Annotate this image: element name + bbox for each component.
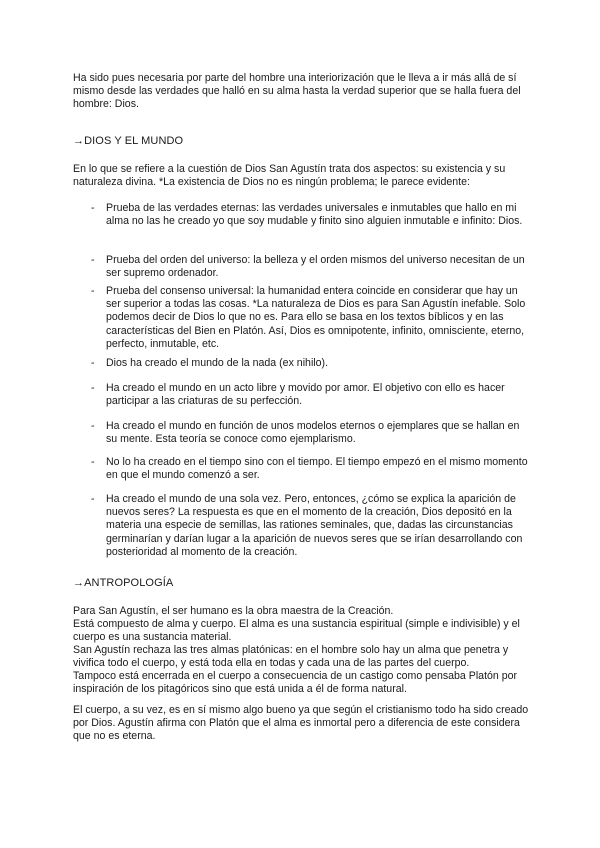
section2-line: San Agustín rechaza las tres almas platónicas: en el hombre solo hay un alma que penetra y vivifica todo el cuerpo, y está toda ella en todas y cada una de las partes del cuerpo. — [73, 644, 509, 670]
list-item-text: Prueba del consenso universal: la humanidad entera coincide en considerar que hay un ser superior a todas las cosas. *La naturaleza de Dios es para San Agustín inefable. Solo podemos decir de Dios lo que no es. Para ello se basa en los textos bíblicos y en las características del Bien en Platón. Así, Dios es omnipotente, infinito, omnisciente, eterno, perfecto, inmutable, etc. — [106, 285, 526, 350]
list-item — [91, 456, 531, 482]
list-item-text: Ha creado el mundo en función de unos modelos eternos o ejemplares que se hallan en su mente. Esta teoría se conoce como ejemplarismo. — [106, 420, 520, 446]
list-item-text: Prueba de las verdades eternas: las verdades universales e inmutables que hallo en mi alma no las he creado yo que soy mudable y finito sino alguien inmutable e infinito: Dios. — [106, 202, 523, 228]
list-item — [91, 382, 531, 408]
list-item — [91, 254, 531, 280]
bullet-marker: - — [91, 202, 95, 214]
bullet-marker: - — [91, 420, 95, 432]
list-item — [91, 420, 531, 446]
bullet-marker: - — [91, 357, 95, 369]
list-item-text: Dios ha creado el mundo de la nada (ex nihilo). — [106, 357, 329, 369]
section-heading-antropologia: →ANTROPOLOGÍA — [73, 577, 174, 589]
bullet-marker: - — [91, 493, 95, 505]
section2-line: Tampoco está encerrada en el cuerpo a consecuencia de un castigo como pensaba Platón por inspiración de los pitagóricos sino que está unida a él de forma natural. — [73, 670, 518, 696]
bullet-marker: - — [91, 382, 95, 394]
list-item-text: Ha creado el mundo de una sola vez. Pero, entonces, ¿cómo se explica la aparición de nuevos seres? La respuesta es que en el momento de la creación, Dios depositó en la materia una especie de semillas, las rationes seminales, que, dadas las circunstancias germinarían y darían lugar a la aparición de nuevos seres que se irían desarrollando con posterioridad al momento de la creación. — [106, 493, 523, 558]
section2-line: Está compuesto de alma y cuerpo. El alma es una sustancia espiritual (simple e indivisible) y el cuerpo es una sustancia material. — [73, 618, 520, 644]
section2-line: Para San Agustín, el ser humano es la obra maestra de la Creación. — [73, 605, 394, 617]
list-item-text: No lo ha creado en el tiempo sino con el tiempo. El tiempo empezó en el mismo momento en que el mundo comenzó a ser. — [106, 456, 528, 482]
list-item-text: Prueba del orden del universo: la belleza y el orden mismos del universo necesitan de un ser supremo ordenador. — [106, 254, 525, 280]
bullet-marker: - — [91, 254, 95, 266]
list-item — [91, 357, 531, 370]
list-item — [91, 493, 531, 559]
section-heading-dios-y-el-mundo: →DIOS Y EL MUNDO — [73, 135, 184, 147]
section2-closing-paragraph: El cuerpo, a su vez, es en sí mismo algo bueno ya que según el cristianismo todo ha sido creado por Dios. Agustín afirma con Platón que el alma es inmortal pero a diferencia de este considera que no es eterna. — [73, 704, 529, 743]
list-item-text: Ha creado el mundo en un acto libre y movido por amor. El objetivo con ello es hacer participar a las criaturas de su perfección. — [106, 382, 505, 408]
section1-paragraph: En lo que se refiere a la cuestión de Dios San Agustín trata dos aspectos: su existencia y su naturaleza divina. *La existencia de Dios no es ningún problema; le parece evidente: — [73, 163, 506, 189]
list-item — [91, 285, 531, 351]
bullet-marker: - — [91, 456, 95, 468]
bullet-marker: - — [91, 285, 95, 297]
intro-paragraph: Ha sido pues necesaria por parte del hombre una interiorización que le lleva a ir más allá de sí mismo desde las verdades que halló en su alma hasta la verdad superior que se halla fuera del hombre: Dios. — [73, 72, 521, 111]
list-item — [91, 202, 531, 228]
